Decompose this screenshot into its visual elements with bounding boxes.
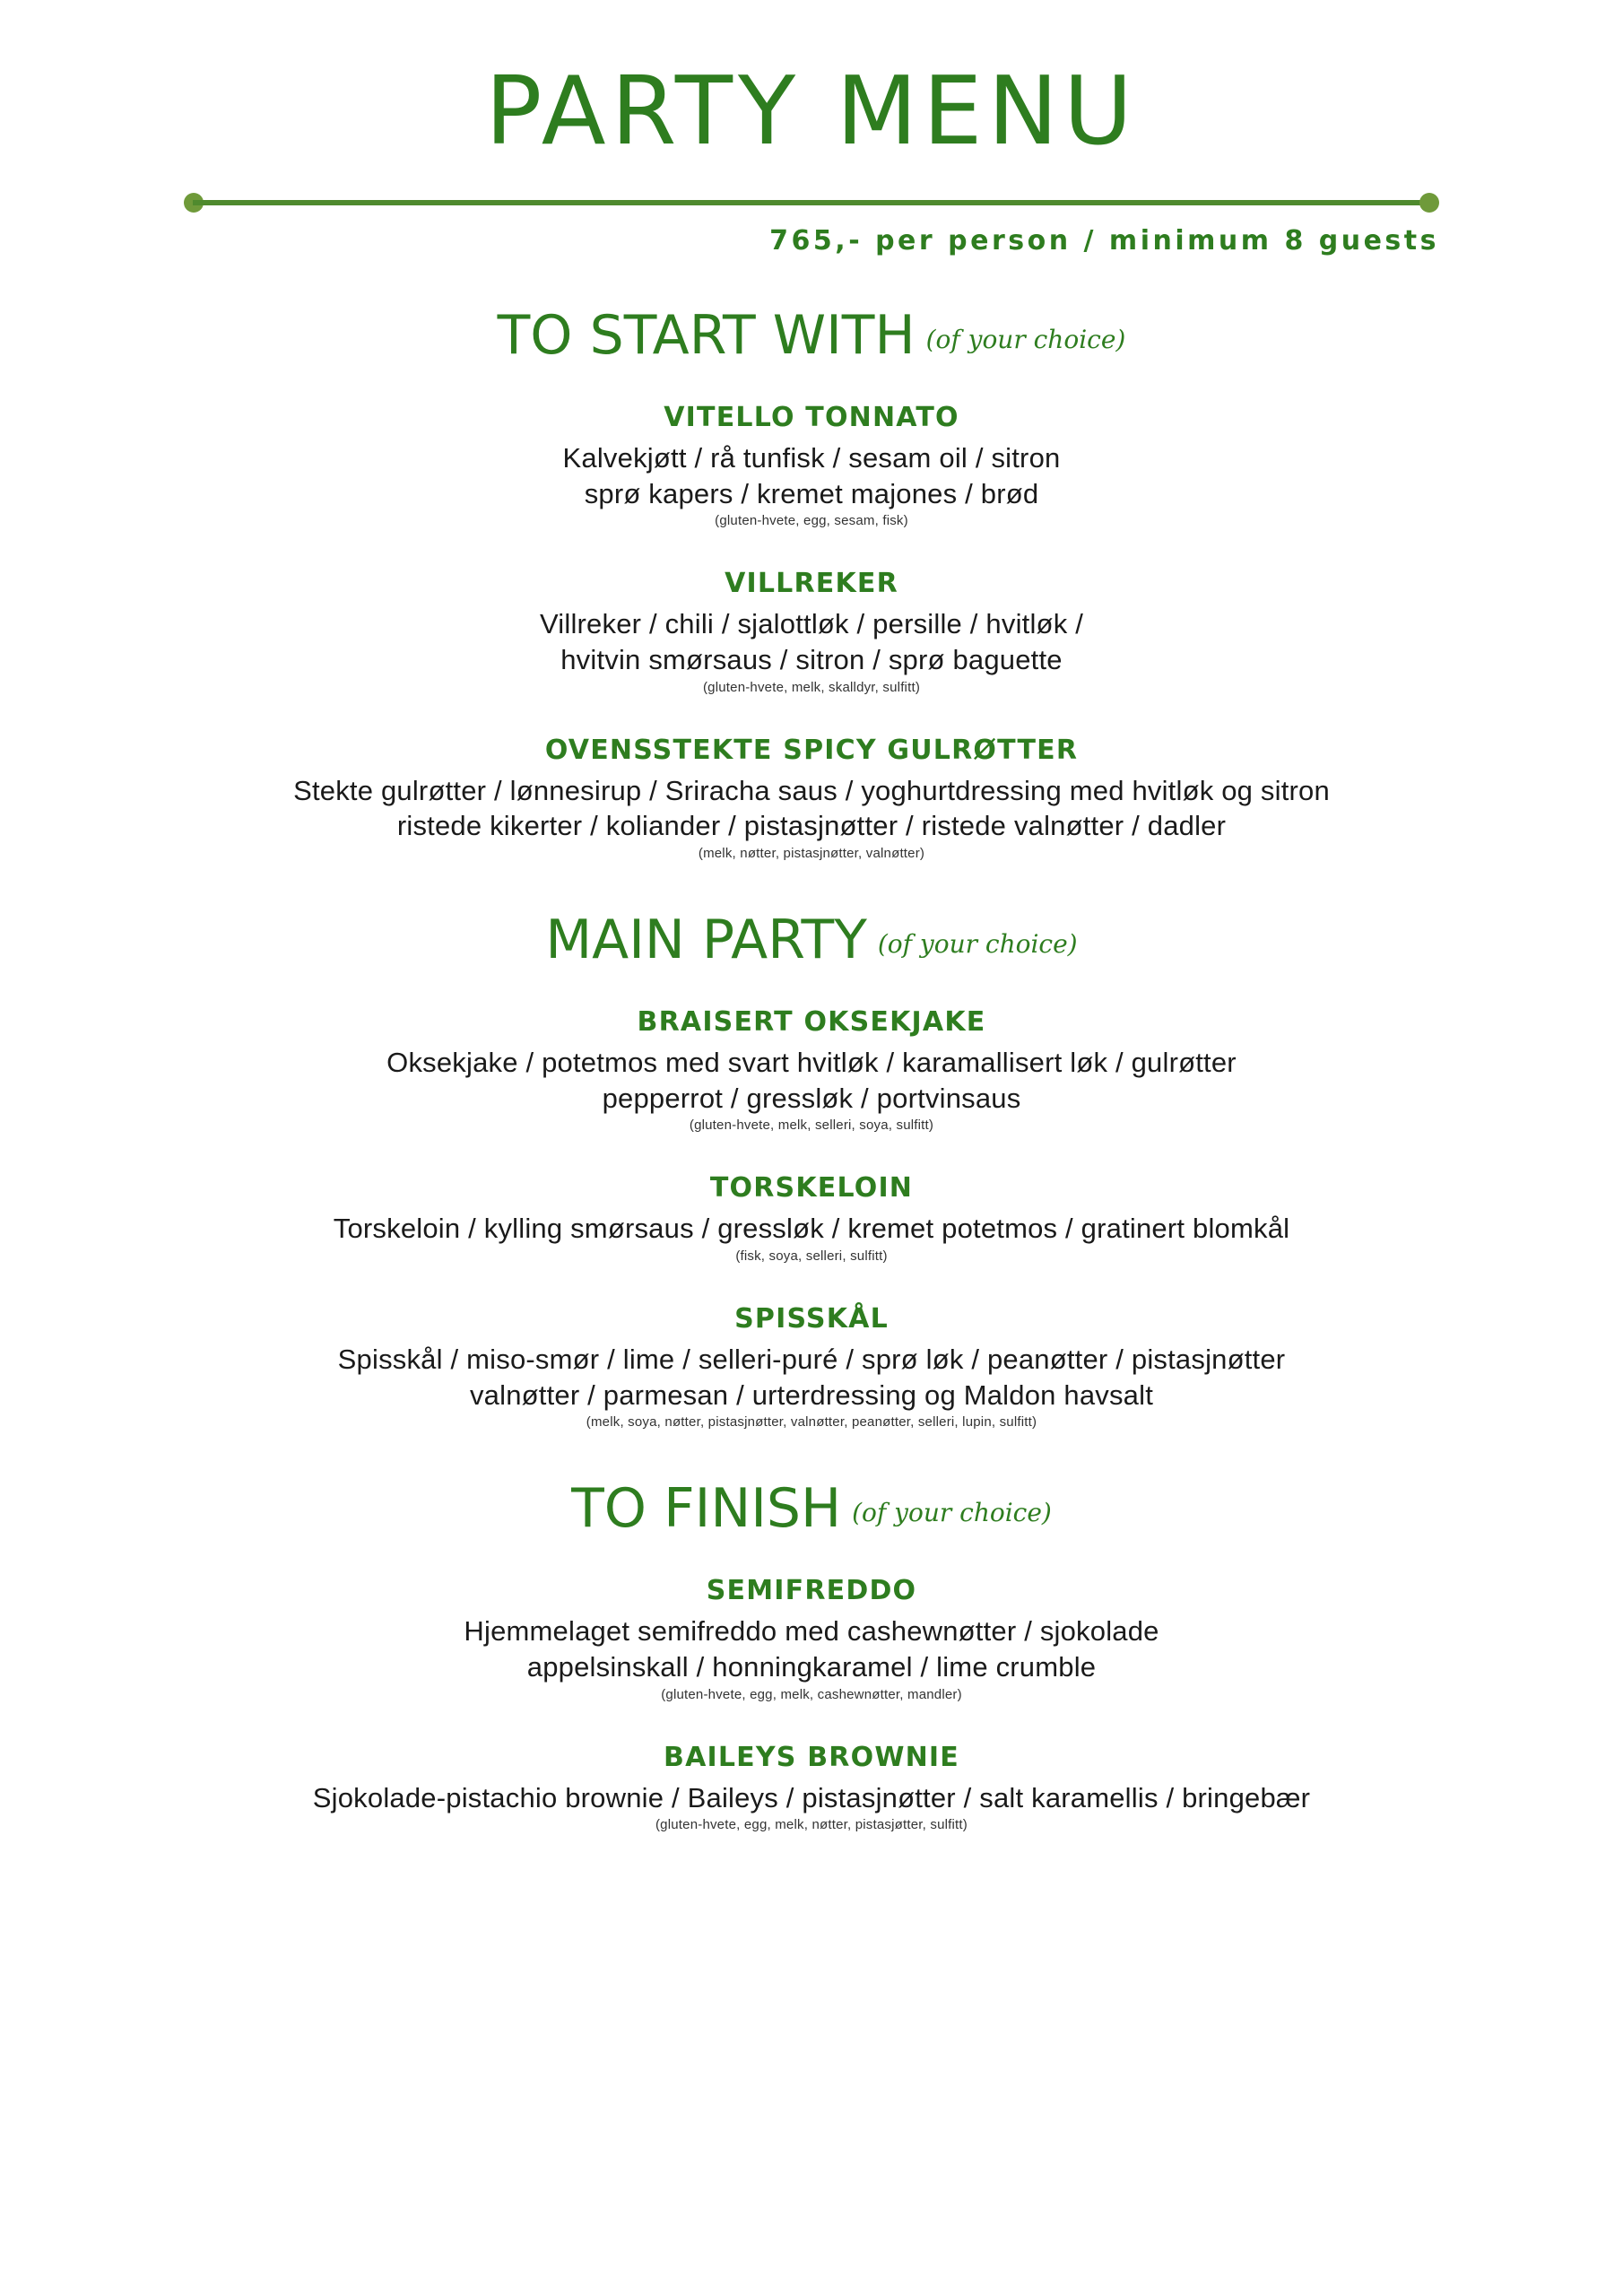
dish-allergens: (gluten-hvete, egg, melk, cashewnøtter, mandler): [661, 1686, 962, 1702]
divider: [184, 193, 1439, 213]
dish-description-line: hvitvin smørsaus / sitron / sprø baguette: [560, 644, 1063, 676]
dish-description-line: valnøtter / parmesan / urterdressing og Maldon havsalt: [469, 1378, 1154, 1411]
section-heading: [0, 909, 1623, 972]
menu-item: [0, 402, 1623, 528]
menu-item: [0, 1742, 1623, 1833]
dish-allergens: (gluten-hvete, egg, sesam, fisk): [715, 513, 908, 529]
divider-dot-right: [1419, 193, 1439, 213]
dish-name: TORSKELOIN: [709, 1172, 914, 1205]
dish-allergens: (melk, soya, nøtter, pistasjnøtter, valnøtter, peanøtter, selleri, lupin, sulfitt): [586, 1414, 1037, 1431]
dish-name: SEMIFREDDO: [706, 1575, 917, 1607]
dish-description-line: Kalvekjøtt / rå tunfisk / sesam oil / sitron: [562, 442, 1061, 474]
section-heading: [0, 304, 1623, 367]
section-title: TO FINISH: [571, 1477, 842, 1541]
section-heading: [0, 1477, 1623, 1541]
section-main-party: [0, 909, 1623, 1431]
section-to-start-with: [0, 304, 1623, 862]
dish-name: OVENSSTEKTE SPICY GULRØTTER: [544, 734, 1079, 766]
dish-allergens: (gluten-hvete, melk, skalldyr, sulfitt): [702, 679, 921, 695]
dish-description-line: appelsinskall / honningkaramel / lime crumble: [526, 1651, 1097, 1683]
menu-item: [0, 1006, 1623, 1133]
dish-description-line: Villreker / chili / sjalottløk / persille / hvitløk /: [539, 608, 1084, 640]
dish-name: BAILEYS BROWNIE: [664, 1741, 959, 1773]
dish-description-line: pepperrot / gressløk / portvinsaus: [602, 1082, 1021, 1114]
dish-description-line: Torskeloin / kylling smørsaus / gressløk / kremet potetmos / gratinert blomkål: [333, 1213, 1290, 1245]
price-line: 765,- per person / minimum 8 guests: [769, 225, 1439, 257]
dish-name: VILLREKER: [725, 568, 898, 600]
dish-allergens: (fisk, soya, selleri, sulfitt): [735, 1248, 888, 1265]
section-title: TO START WITH: [497, 304, 916, 367]
menu-item: [0, 568, 1623, 694]
section-subtitle: (of your choice): [925, 325, 1126, 354]
menu-item: [0, 735, 1623, 861]
dish-description-line: Spisskål / miso-smør / lime / selleri-puré / sprø løk / peanøtter / pistasjnøtter: [337, 1344, 1286, 1376]
dish-description-line: ristede kikerter / koliander / pistasjnøtter / ristede valnøtter / dadler: [396, 810, 1227, 842]
menu-item: [0, 1172, 1623, 1264]
dish-name: BRAISERT OKSEKJAKE: [637, 1006, 986, 1039]
menu-item: [0, 1575, 1623, 1701]
section-subtitle: (of your choice): [852, 1498, 1052, 1528]
menu-header: [0, 0, 1623, 257]
dish-description-line: Sjokolade-pistachio brownie / Baileys / pistasjnøtter / salt karamellis / bringebær: [312, 1781, 1311, 1813]
page-title: PARTY MENU: [485, 57, 1138, 166]
divider-line: [193, 200, 1430, 205]
dish-description-line: Hjemmelaget semifreddo med cashewnøtter / sjokolade: [464, 1615, 1159, 1648]
dish-name: VITELLO TONNATO: [664, 402, 959, 433]
dish-allergens: (melk, nøtter, pistasjnøtter, valnøtter): [698, 846, 925, 862]
section-subtitle: (of your choice): [877, 929, 1078, 960]
dish-description-line: Stekte gulrøtter / lønnesirup / Sriracha saus / yoghurtdressing med hvitløk og sitron: [293, 774, 1330, 806]
dish-name: SPISSKÅL: [734, 1303, 889, 1335]
menu-item: [0, 1303, 1623, 1430]
dish-description-line: Oksekjake / potetmos med svart hvitløk / karamallisert løk / gulrøtter: [386, 1047, 1237, 1079]
section-title: MAIN PARTY: [545, 909, 867, 972]
section-to-finish: [0, 1477, 1623, 1833]
dish-allergens: (gluten-hvete, egg, melk, nøtter, pistasjøtter, sulfitt): [655, 1817, 968, 1833]
dish-allergens: (gluten-hvete, melk, selleri, soya, sulfitt): [689, 1118, 934, 1134]
dish-description-line: sprø kapers / kremet majones / brød: [584, 477, 1039, 509]
